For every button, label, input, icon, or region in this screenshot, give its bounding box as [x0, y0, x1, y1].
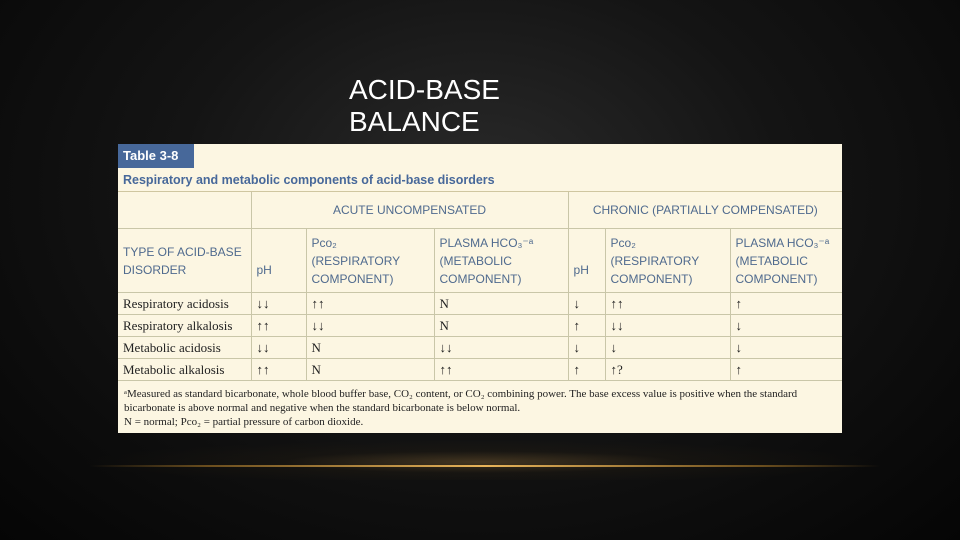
cell-chronic-pco2: ↑?: [605, 359, 730, 381]
cell-acute-pco2: N: [306, 359, 434, 381]
cell-acute-pco2: N: [306, 337, 434, 359]
cell-acute-pco2: ↑↑: [306, 293, 434, 315]
cell-chronic-pco2: ↑↑: [605, 293, 730, 315]
table-label: Table 3-8: [118, 144, 194, 168]
group-header-acute: ACUTE UNCOMPENSATED: [251, 192, 568, 229]
cell-chronic-hco3: ↑: [730, 293, 842, 315]
table-footnote: [124, 387, 839, 429]
table-row: [118, 293, 842, 315]
column-header-acute-ph: pH: [251, 229, 306, 293]
group-header-row: [118, 192, 842, 229]
cell-acute-hco3: N: [434, 293, 568, 315]
cell-chronic-ph: ↑: [568, 359, 605, 381]
header-text: Pco₂ (RESPIRATORY: [311, 235, 401, 268]
column-header-chronic-hco3: [730, 229, 842, 293]
cell-chronic-hco3: ↑: [730, 359, 842, 381]
header-text: PLASMA HCO₃⁻ᵃ: [439, 235, 534, 250]
column-header-chronic-pco2: [605, 229, 730, 293]
header-text: (METABOLIC: [439, 253, 512, 268]
header-text: COMPONENT): [610, 271, 693, 286]
cell-chronic-hco3: ↓: [730, 315, 842, 337]
column-header-chronic-ph: pH: [568, 229, 605, 293]
header-text: COMPONENT): [735, 271, 818, 286]
header-text: TYPE OF ACID-BASE: [123, 244, 242, 259]
header-text: COMPONENT): [439, 271, 522, 286]
slide-title: [349, 74, 500, 138]
slide-title-line1: ACID-BASE: [349, 74, 500, 105]
group-header-blank: [118, 192, 251, 229]
table-row: [118, 359, 842, 381]
footnote-line: N = normal; Pco₂ = partial pressure of carbon dioxide.: [124, 416, 364, 428]
acid-base-table: [118, 192, 842, 381]
cell-acute-ph: ↑↑: [251, 359, 306, 381]
cell-chronic-hco3: ↓: [730, 337, 842, 359]
column-header-acute-pco2: [306, 229, 434, 293]
cell-acute-pco2: ↓↓: [306, 315, 434, 337]
column-header-acute-hco3: [434, 229, 568, 293]
cell-chronic-pco2: ↓: [605, 337, 730, 359]
cell-acute-ph: ↓↓: [251, 293, 306, 315]
table-row: [118, 337, 842, 359]
table-row: [118, 315, 842, 337]
footnote-line: bicarbonate is above normal and negative when the standard bicarbonate is below normal.: [124, 402, 521, 414]
cell-chronic-ph: ↑: [568, 315, 605, 337]
cell-acute-ph: ↓↓: [251, 337, 306, 359]
cell-chronic-pco2: ↓↓: [605, 315, 730, 337]
cell-type: Respiratory acidosis: [118, 293, 251, 315]
cell-acute-ph: ↑↑: [251, 315, 306, 337]
cell-acute-hco3: ↑↑: [434, 359, 568, 381]
decorative-gold-line: [90, 465, 880, 467]
cell-type: Metabolic alkalosis: [118, 359, 251, 381]
header-text: (METABOLIC: [735, 253, 808, 268]
footnote-line: ᵃMeasured as standard bicarbonate, whole blood buffer base, CO₂ content, or CO₂ combining power. The base excess value is positive when the standard: [124, 388, 798, 400]
decorative-glow: [80, 440, 880, 480]
cell-acute-hco3: ↓↓: [434, 337, 568, 359]
header-text: DISORDER: [123, 262, 187, 277]
column-header-row: [118, 229, 842, 293]
slide-title-line2: BALANCE: [349, 106, 480, 137]
header-text: Pco₂ (RESPIRATORY: [610, 235, 700, 268]
table-image: [118, 144, 842, 433]
cell-acute-hco3: N: [434, 315, 568, 337]
header-text: COMPONENT): [311, 271, 394, 286]
cell-type: Metabolic acidosis: [118, 337, 251, 359]
cell-type: Respiratory alkalosis: [118, 315, 251, 337]
cell-chronic-ph: ↓: [568, 293, 605, 315]
column-header-type: [118, 229, 251, 293]
header-text: PLASMA HCO₃⁻ᵃ: [735, 235, 830, 250]
table-caption: Respiratory and metabolic components of acid-base disorders: [123, 173, 495, 187]
cell-chronic-ph: ↓: [568, 337, 605, 359]
group-header-chronic: CHRONIC (PARTIALLY COMPENSATED): [568, 192, 842, 229]
